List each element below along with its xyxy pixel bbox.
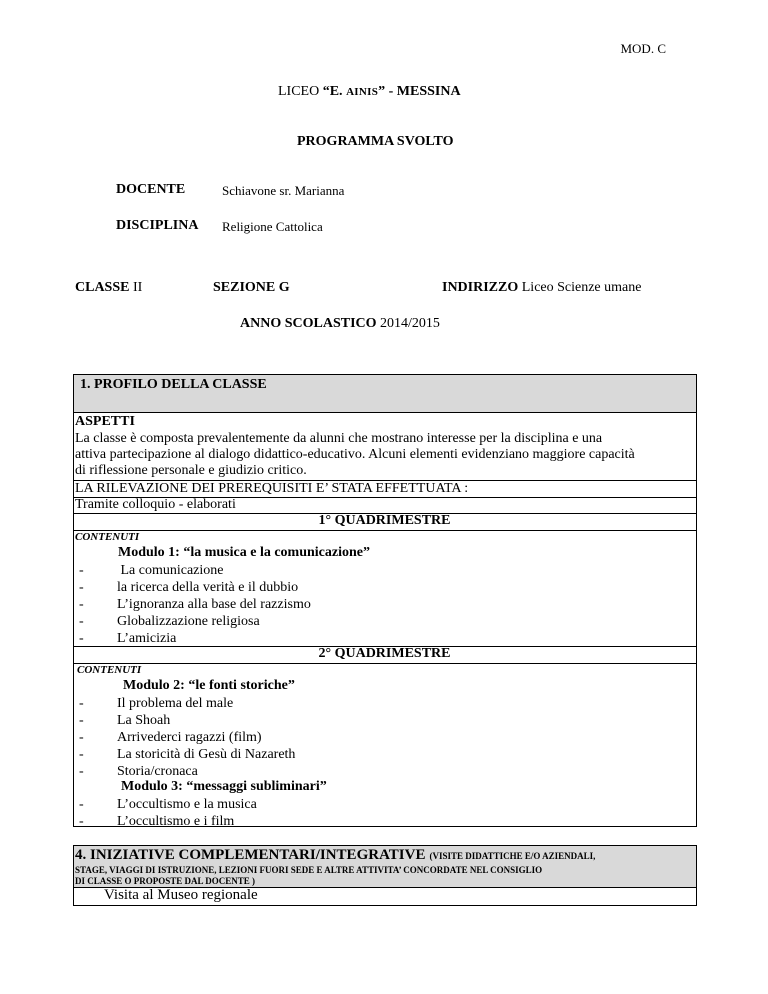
indirizzo-label: INDIRIZZO [442,280,519,295]
docente-value: Schiavone sr. Marianna [222,183,345,198]
disciplina-value: Religione Cattolica [222,219,323,234]
section4-title-main: 4. INIZIATIVE COMPLEMENTARI/INTEGRATIVE [75,847,426,863]
list-item: - Arrivederci ragazzi (film) [79,730,262,745]
list-item: - Il problema del male [79,696,234,711]
indirizzo-value: Liceo Scienze umane [521,280,642,295]
list-item: - La comunicazione [79,563,224,578]
list-item: - La storicità di Gesù di Nazareth [79,747,296,762]
aspetti-line-1: La classe è composta prevalentemente da alunni che mostrano interesse per la disciplina e una [75,431,603,446]
anno-scolastico [240,316,440,332]
classe-label: CLASSE [75,280,130,295]
list-item: - L’amicizia [79,631,177,646]
classe-value: II [132,280,143,295]
modulo-2-title: Modulo 2: “le fonti storiche” [123,678,295,693]
contenuti-label: CONTENUTI [77,664,142,676]
school-name [278,84,461,100]
aspetti-line-3: di riflessione personale e giudizio critico. [75,463,307,478]
sezione: SEZIONE G [213,280,290,295]
section1-title: 1. PROFILO DELLA CLASSE [80,377,267,392]
list-item: - La Shoah [79,713,171,728]
row-divider [73,530,696,531]
docente-label: DOCENTE [116,182,186,197]
visit-text: Visita al Museo regionale [104,887,258,903]
document-title: PROGRAMMA SVOLTO [297,134,454,149]
classe [75,280,142,296]
modulo-1-title: Modulo 1: “la musica e la comunicazione” [118,545,370,560]
list-item: - Globalizzazione religiosa [79,614,260,629]
school-city: ” - MESSINA [378,84,461,99]
rilevazione-label: LA RILEVAZIONE DEI PREREQUISITI E’ STATA EFFETTUATA : [75,481,469,496]
section4-title [75,846,595,864]
contenuti-label: CONTENUTI [75,531,140,543]
school-quote: “E. [322,84,347,99]
modulo-3-title: Modulo 3: “messaggi subliminari” [121,779,327,794]
school-name-smallcaps: AINIS [346,86,379,98]
list-item: - Storia/cronaca [79,764,198,779]
aspetti-line-2: attiva partecipazione al dialogo didattico-educativo. Alcuni elementi evidenziano maggiore capacità [75,447,635,462]
disciplina-label: DISCIPLINA [116,218,199,233]
school-prefix: LICEO [278,84,320,99]
aspetti-label: ASPETTI [75,414,135,429]
list-item: - L’occultismo e i film [79,814,235,829]
anno-label: ANNO SCOLASTICO [240,316,377,331]
anno-value: 2014/2015 [380,316,440,331]
section4-subtitle-2: DI CLASSE O PROPOSTE DAL DOCENTE ) [75,876,256,886]
list-item: - L’ignoranza alla base del razzismo [79,597,311,612]
row-divider [73,663,696,664]
quadrimestre-1-title: 1° QUADRIMESTRE [318,513,451,528]
list-item: - L’occultismo e la musica [79,797,257,812]
section4-title-small: (VISITE DIDATTICHE E/O AZIENDALI, [429,851,596,861]
quadrimestre-2-title: 2° QUADRIMESTRE [318,646,451,661]
form-code: MOD. C [620,41,666,56]
indirizzo [442,280,641,296]
section4-subtitle: STAGE, VIAGGI DI ISTRUZIONE, LEZIONI FUORI SEDE E ALTRE ATTIVITA’ CONCORDATE NEL CONSIGLIO [75,865,543,875]
list-item: - la ricerca della verità e il dubbio [79,580,299,595]
rilevazione-value: Tramite colloquio - elaborati [75,497,236,512]
